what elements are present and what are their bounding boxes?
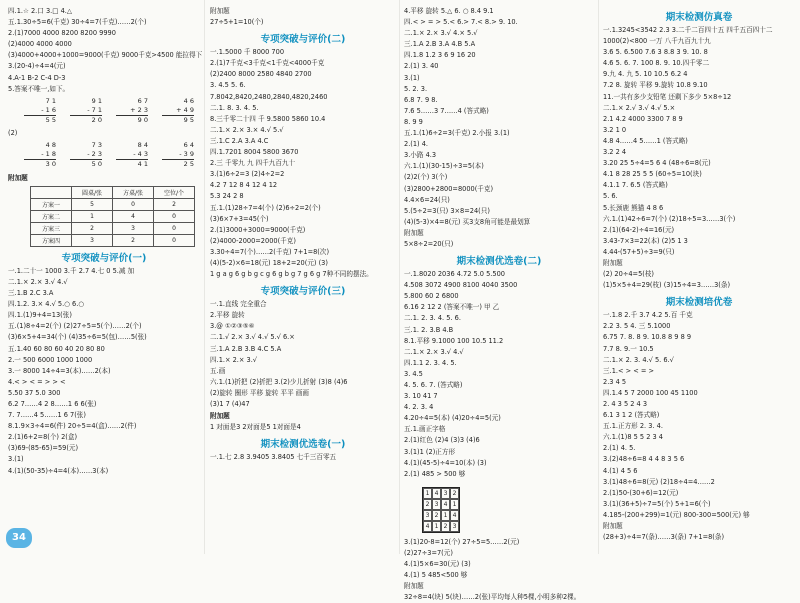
table-cell: 方案三 <box>31 222 72 234</box>
table-row <box>31 210 195 222</box>
answer-line: 6.75 7. 8. 8 9. 10.8 8 9 8 9 <box>603 333 692 342</box>
calc-row: + 4 9 <box>176 105 194 114</box>
answer-line: 4.6 5. 6. 7. 100 8. 9. 10.四千零二 <box>603 59 710 68</box>
answer-line: 27÷5+1=10(个) <box>210 18 264 27</box>
answer-line: 3.6 5. 6.500 7.6 3 8.8 3 9. 10. 8 <box>603 48 708 57</box>
answer-line: 4.(1) 5 485<500 够 <box>404 571 468 580</box>
answer-line: 三.1.C 2.A 3.A 4.C <box>210 136 269 145</box>
answer-line: (4)(5-3)×4=8(元) 买3支8角可能是最划算 <box>404 217 531 226</box>
section-title: 期末检测培优卷 <box>665 297 733 309</box>
calc-row: 9 0 <box>116 115 148 125</box>
answer-line: 4.44-(57+5)÷3=9(只) <box>603 247 675 256</box>
answer-line: 附加题 <box>603 258 623 267</box>
answer-line: 附加题 <box>404 228 424 237</box>
column-divider <box>399 0 400 554</box>
answer-line: 3.小路 4.3 <box>404 151 437 160</box>
answer-line: 一.1.3245<3542 2.3 3.二千二百四十五 四千五百四十二 <box>603 26 773 34</box>
answer-line: 四.1.4 5 7 2000 100 45 1100 <box>603 388 698 397</box>
answer-line: (2) 20÷4=5(枝) <box>603 270 655 279</box>
answer-line: 3. 4.5 5. 6. <box>210 81 246 90</box>
answer-line: (2)2(个) 3(个) <box>404 173 448 182</box>
answer-line: 2.(1) 4. <box>404 140 429 149</box>
answer-line: 2.(1)红色 (2)4 (3)3 (4)6 <box>404 436 480 445</box>
table-cell: 0 <box>113 198 154 210</box>
answer-line: (3)2800+2800=8000(千克) <box>404 184 494 193</box>
answer-line: 一.1.5000 千 8000 700 <box>210 48 285 57</box>
answer-line: 4. 2. 3. 4 <box>404 403 434 412</box>
answer-line: 2.三 千零九 九 四千九百九十 <box>210 159 296 168</box>
page-number-badge: 34 <box>6 528 32 548</box>
table-cell: 4 <box>113 210 154 222</box>
vertical-calculation-group <box>24 97 200 125</box>
table-row <box>31 222 195 234</box>
answer-line: 二.1.× 2.× 3.√ 4.√ <box>8 277 68 286</box>
answer-line: 5.800 60 2 6800 <box>404 292 459 301</box>
answer-line: (2)4000-2000=2000(千克) <box>210 236 296 245</box>
answer-line: 2.3 4 5 <box>603 377 627 386</box>
answer-line: 1 g a g 6 g b g c g 6 g b g 7 g 6 g 7种不同的摆法。 <box>210 270 373 279</box>
grid-cell: 4 <box>450 510 459 521</box>
grid-cell: 2 <box>423 499 432 510</box>
answer-column-4 <box>603 6 795 548</box>
answer-line: 3.(1)20-8=12(个) 27÷5=5……2(元) <box>404 537 520 546</box>
answer-line: 六.1.(1)折把 (2)折把 3.(2)少儿折射 (3)8 (4)6 <box>210 377 348 386</box>
answer-line: 一.1.七 2.8 3.9405 3.8405 七千三百零五 <box>210 453 337 462</box>
table-cell: 方案四 <box>31 234 72 246</box>
answer-line: 5.答案不唯一,如下。 <box>8 84 70 93</box>
answer-line: (3)1 7 (4)47 <box>210 400 250 408</box>
vertical-calculation-group <box>24 141 200 169</box>
calc-row: 5 0 <box>70 159 102 169</box>
table-cell: 1 <box>72 210 113 222</box>
calc-row: - 2 3 <box>87 149 102 158</box>
calc-row: 5 5 <box>24 115 56 125</box>
answer-line: 8.三千零二十四 千 9.5800 5860 10.4 <box>210 114 326 123</box>
table-cell: 0 <box>154 210 195 222</box>
calc-row: 9 5 <box>162 115 194 125</box>
answer-line: 3.(20-4)÷4=4(元) <box>8 62 66 71</box>
grid-cell: 4 <box>441 499 450 510</box>
grid-cell: 4 <box>432 488 441 499</box>
answer-line: 二.1. 8. 3. 4. 5. <box>210 103 259 112</box>
answer-line: 6.1 3 1 2 (答式略) <box>603 411 660 420</box>
vertical-calculation <box>162 141 194 169</box>
calc-row: + 2 3 <box>130 105 148 114</box>
answer-line: (3)6×7+3=45(个) <box>210 214 269 223</box>
answer-line: 4.1 8 28 25 5 5 (60÷5=10(块) <box>603 170 702 179</box>
grid-cell: 3 <box>423 510 432 521</box>
answer-line: 一.1.直线 完全重合 <box>210 300 267 309</box>
calc-row: - 1 8 <box>41 149 56 158</box>
answer-line: 4. 5. 6. 7. (答式略) <box>404 381 463 389</box>
answer-line: 2.(1)7千克<3千克<1千克<4000千克 <box>210 59 325 68</box>
answer-line: 4.(1)(45-5)÷4=10(本) (3) <box>404 458 487 467</box>
section-title: 专项突破与评价(一) <box>61 252 147 264</box>
answer-line: (2)旋转 圈形 平移 旋转 平平 画画 <box>210 388 309 397</box>
answer-line: 二.1.× 2.× 3.× 4.√ 5.√ <box>210 125 284 134</box>
answer-line: 五.1.30÷5=6(千克) 30÷4=7(千克)……2(个) <box>8 18 147 27</box>
table-cell: 方案一 <box>31 198 72 210</box>
answer-line: 1 对面是3 2对面是5 1对面是4 <box>210 423 301 432</box>
answer-line: 三.1. 2. 3.B 4.B <box>404 325 454 334</box>
answer-line: 二.1. 2. 3. 4. 5. 6. <box>404 314 461 323</box>
answer-line: 2.(1) 485 > 500 够 <box>404 469 466 478</box>
answer-line: 3.2 1 0 <box>603 125 627 134</box>
answer-line: 7. 7……4 5……1 6 7(张) <box>8 411 86 420</box>
table-header-cell: 圆桌/张 <box>72 186 113 198</box>
answer-line: 一.1.二十一 1000 3.千 2.7 4.七 0 5.减 加 <box>8 266 135 275</box>
answer-line: 5.(5÷2=3(只) 3×8=24(只) <box>404 206 490 215</box>
column-divider <box>598 0 599 554</box>
answer-line: 4.1.1 7. 6.5 (答式略) <box>603 181 668 190</box>
answer-line: 二.1.× 2.× 3.√ 4.√ <box>404 347 464 356</box>
answer-line: 8.1.平移 9.1000 100 10.5 11.2 <box>404 336 504 345</box>
answer-line: 4.508 3072 4900 8100 4040 3500 <box>404 281 518 290</box>
answer-line: 3.(1) <box>404 73 420 82</box>
answer-line: 5.3 24 2 8 <box>210 192 244 201</box>
answer-line: 4.< > < = > > < <box>8 377 66 386</box>
table-cell: 2 <box>72 222 113 234</box>
answer-line: 五.(1)8÷4=2(个) (2)27÷5=5(个)……2(个) <box>8 322 142 331</box>
answer-line: 4.(1) 4 5 6 <box>603 466 638 475</box>
answer-line: (3)69-(85-65)=59(元) <box>8 444 79 453</box>
answer-line: 四.1.☆ 2.口 3.□ 4.△ <box>8 7 72 15</box>
answer-line: 五.1.(1)28÷7=4(个) (2)6÷2=2(个) <box>210 203 321 212</box>
calc-row: 2 5 <box>162 159 194 169</box>
bonus-heading: 附加题 <box>210 412 230 421</box>
grid-cell: 1 <box>441 510 450 521</box>
answer-line: 2.(1) 3. 40 <box>404 62 439 71</box>
answer-line: (4)(5-2)×6=18(元) 18+2=20(元) (3) <box>210 258 328 267</box>
answer-line: 5. 2. 3. <box>404 84 428 93</box>
answer-line: 2. 4 3 5 2 4 3 <box>603 400 648 408</box>
answer-line: 32÷8=4(块) 5(块)……2(张)平均每人种5棵,小明多种2棵。 <box>404 593 581 602</box>
answer-line: 7.2 8. 旋转 平移 9.旋转 10.8 9.10 <box>603 81 708 90</box>
answer-column-2 <box>210 6 396 548</box>
answer-line: 3.30÷4=7(个)……2(千克) 7+1=8(次) <box>210 247 330 256</box>
answer-line: 5.50 37 5.0 300 <box>8 388 61 397</box>
grid-cell: 2 <box>432 510 441 521</box>
answer-line: 5. 6. <box>603 192 618 201</box>
grid-cell: 2 <box>450 488 459 499</box>
answer-line: 8.1.9×3÷4=6(件) 20÷5=4(盒)……2(件) <box>8 422 137 431</box>
grid-cell: 3 <box>441 488 450 499</box>
answer-line: 三.1.A 2.B 3.B 4.C 5.A <box>210 344 282 353</box>
answer-line: 4.A-1 B-2 C-4 D-3 <box>8 73 66 82</box>
answer-line: 五.1.40 60 80 60 40 20 80 80 <box>8 344 105 353</box>
answer-line: 2.平移 旋转 <box>210 311 245 320</box>
answer-line: 5.长颈鹿 熊猫 4 8 6 <box>603 203 664 212</box>
answer-line: 3.20 25 5÷4=5 6 4 (48÷6=8(元) <box>603 159 711 168</box>
answer-line: 2.一 500 6000 1000 1000 <box>8 355 93 364</box>
calc-row: 4 8 <box>45 140 56 149</box>
answer-line: 1000(2)<800 一万 八千九百九十九 <box>603 37 711 46</box>
table-header-cell <box>31 186 72 198</box>
answer-line: (3)6×5+4=34(个) (4)35÷6=5(包)……5(张) <box>8 333 147 342</box>
calc-row: 4 6 <box>183 96 194 105</box>
vertical-calculation <box>24 141 56 169</box>
answer-line: 2.(1)7000 4000 8200 8200 9990 <box>8 29 116 38</box>
answer-line: 8. 9 9 <box>404 117 423 126</box>
table-row <box>31 234 195 246</box>
answer-line: (2)4000 4000 4000 <box>8 40 72 49</box>
answer-line: 六.1.(1)(30-15)÷3=5(本) <box>404 162 484 171</box>
answer-line: 7.7 8. 9.一 10.5 <box>603 344 654 353</box>
calc-row: 9 1 <box>91 96 102 105</box>
calc-row: - 3 9 <box>179 149 194 158</box>
table-row <box>31 198 195 210</box>
table-header-cell: 空位/个 <box>154 186 195 198</box>
answer-line: 3.(1)1 (2)正方形 <box>404 447 456 456</box>
answer-line: 3.43-7×3=22(本) (2)5 1 3 <box>603 236 688 245</box>
grid-cell: 3 <box>450 521 459 532</box>
answer-line: 5×8÷2=20(只) <box>404 239 454 248</box>
answer-line: 11.一共有多少支铅笔 还剩下多少 5×8÷12 <box>603 92 732 101</box>
answer-line: 五.1.正方形 2. 3. 4. <box>603 422 663 431</box>
answer-line: 三.1.A 2.B 3.A 4.B 5.A <box>404 40 476 49</box>
answer-line: 3.一 8000 14÷4=3(本)……2(本) <box>8 366 111 375</box>
answer-line: 二.1.× 2.× 3.√ 4.× 5.√ <box>404 29 478 38</box>
answer-line: 2.2 3. 5 4. 三 5.1000 <box>603 322 671 331</box>
answer-line: 三.1.B 2.C 3.A <box>8 289 54 298</box>
answer-line: 四.1.(1)9+4=13(张) <box>8 311 72 320</box>
answer-line: 3.(1)(36+5)÷7=5(个) 5+1=6(个) <box>603 499 711 508</box>
answer-line: 附加题 <box>210 7 230 15</box>
vertical-calculation <box>116 97 148 125</box>
answer-line: (1)5×5+4=29(枝) (3)15÷4=3……3(条) <box>603 281 731 290</box>
answer-line: 三.1.< > < = > <box>603 366 654 375</box>
table-cell: 5 <box>72 198 113 210</box>
grid-cell: 1 <box>432 521 441 532</box>
calc-row: 7 3 <box>91 140 102 149</box>
calc-row: 4 1 <box>116 159 148 169</box>
vertical-calculation <box>162 97 194 125</box>
answer-line: 四.1.2. 3.× 4.√ 5.○ 6.○ <box>8 300 85 309</box>
answer-line: 二.1.× 2.√ 3.√ 4.√ 5.× <box>603 103 676 112</box>
answer-line: 二.1.√ 2.× 3.√ 4.√ 5.√ 6.× <box>210 333 295 342</box>
answer-line: 3.@ ①②③⑤⑥ <box>210 322 255 331</box>
answer-line: 3.(1)6÷2=3 (2)4÷2=2 <box>210 170 285 179</box>
answer-line: 4.平移 旋转 5.△ 6. ○ 8.4 9.1 <box>404 7 494 15</box>
answer-line: 3. 10 41 7 <box>404 392 438 401</box>
vertical-calculation <box>70 97 102 125</box>
answer-line: (2)27÷3=7(元) <box>404 548 453 557</box>
answer-line: 4.(1)(50-35)÷4=4(本)……3(本) <box>8 466 109 475</box>
answer-line: 五.画 <box>210 366 226 375</box>
calc-row: 2 0 <box>70 115 102 125</box>
answer-line: 四.1.× 2.× 3.√ <box>210 355 258 364</box>
answer-line: 4.2 7 12 8 4 12 4 12 <box>210 181 278 190</box>
answer-line: 3.(1)48÷6=8(元) (2)18÷4=4……2 <box>603 477 715 486</box>
answer-line: 7.6 5……3 7……4 (答式略) <box>404 106 489 115</box>
grid-cell: 2 <box>441 521 450 532</box>
table-cell: 2 <box>154 198 195 210</box>
table-header-cell: 方桌/张 <box>113 186 154 198</box>
answer-column-3 <box>404 6 594 602</box>
answer-line: 6.2 7……4 2 8……1 6 6(张) <box>8 399 97 408</box>
answer-line: 6.16 2 12 2 (答案不唯一) 甲 乙 <box>404 303 500 312</box>
column-divider <box>204 0 205 554</box>
calc-row: 8 4 <box>137 140 148 149</box>
section-title: 期末检测优选卷(一) <box>260 439 346 451</box>
answer-line: 2.(1)6+2=8(个) 2(盒) <box>8 433 78 442</box>
answer-line: 2.(1)3000+3000=9000(千克) <box>210 225 306 234</box>
calc-row: 7 1 <box>45 96 56 105</box>
answer-line: 一.1.8 2.千 3.7 4.2 5.百 千克 <box>603 311 693 320</box>
calc-row: - 4 3 <box>133 149 148 158</box>
answer-line: 3. 4.5 <box>404 369 423 378</box>
answer-line: 二.1.× 2. 3. 4.√ 5. 6.√ <box>603 355 674 364</box>
answer-line: (2)2400 8000 2580 4840 2700 <box>210 70 312 79</box>
section-title: 期末检测优选卷(二) <box>456 256 542 268</box>
answer-line: 一.1.8020 2036 4.72 5.0 5.500 <box>404 270 505 279</box>
calc-row: - 7 1 <box>87 105 102 114</box>
answer-line: 4.20÷4=5(本) (4)20÷4=5(元) <box>404 414 501 423</box>
grid-cell: 1 <box>450 499 459 510</box>
answer-line: (28+3)÷4=7(条)……3(条) 7+1=8(条) <box>603 533 725 542</box>
calc-row: - 1 6 <box>41 105 56 114</box>
answer-line: 2.(1)(64-2)÷4=16(元) <box>603 225 675 234</box>
vertical-calculation <box>116 141 148 169</box>
table-cell: 3 <box>72 234 113 246</box>
table-cell: 2 <box>113 234 154 246</box>
vertical-calculation <box>24 97 56 125</box>
answer-line: 2.(1)50-(30+6)=12(元) <box>603 488 679 497</box>
answer-line: 9.九 4. 九 5. 10 10.5 6.2 4 <box>603 70 688 79</box>
answer-line: 六.1.(1)42÷6=7(个) (2)18÷5=3……3(个) <box>603 214 736 223</box>
bonus-heading: 附加题 <box>8 173 28 182</box>
answer-line: 四.1.1 2. 3. 4. 5. <box>404 358 457 367</box>
calc-row: 6 7 <box>137 96 148 105</box>
answer-line: 六.1.(1)8 5 5 2 3 4 <box>603 433 663 442</box>
section-title: 期末检测仿真卷 <box>665 12 733 23</box>
answer-line: 4.8 4……4 5……1 (答式略) <box>603 136 688 145</box>
number-grid <box>422 487 460 533</box>
answer-line: 4.(1)5×6=30(元) (3) <box>404 560 471 569</box>
table-cell: 3 <box>113 222 154 234</box>
seating-plan-table <box>30 186 195 247</box>
table-cell: 方案二 <box>31 210 72 222</box>
section-title: 专项突破与评价(二) <box>260 34 346 46</box>
grid-cell: 4 <box>423 521 432 532</box>
answer-line: 4.185-(200+299)=1(元) 800-300=500(元) 够 <box>603 510 750 519</box>
answer-line: 附加题 <box>404 582 424 591</box>
answer-line: 四.1.8 1.2 3 6 9 16 20 <box>404 51 476 60</box>
answer-line: 4.4×6=24(只) <box>404 195 450 204</box>
vcalc-label: (2) <box>8 128 18 137</box>
grid-cell: 3 <box>432 499 441 510</box>
answer-line: 四.< > = > 5.< 6.> 7.< 8.> 9. 10. <box>404 18 518 27</box>
answer-line: 3.(1) <box>8 455 24 464</box>
answer-line: 3.2 2 4 <box>603 148 627 157</box>
answer-line: (3)4000+4000+1000=9000(千克) 9000千克>4500 能拉得下 <box>8 51 203 60</box>
answer-column-1 <box>8 6 203 548</box>
answer-line: 7.8042,8420,2480,2840,4820,2460 <box>210 92 328 101</box>
vertical-calculation <box>70 141 102 169</box>
answer-line: 2.(1) 4. 5. <box>603 444 636 453</box>
grid-cell: 1 <box>423 488 432 499</box>
section-title: 专项突破与评价(三) <box>260 286 346 298</box>
table-cell: 0 <box>154 222 195 234</box>
calc-row: 3 0 <box>24 159 56 169</box>
answer-line: 五.1.(1)6÷2=3(千克) 2.小报 3.(1) <box>404 129 510 138</box>
answer-line: 6.8 7. 9 8. <box>404 95 438 104</box>
answer-line: 2.1 4.2 4000 3300 7 8 9 <box>603 114 683 123</box>
answer-line: 五.1.画正字格 <box>404 425 446 434</box>
answer-line: 附加题 <box>603 522 623 531</box>
calc-row: 6 4 <box>183 140 194 149</box>
answer-line: 四.1.7201 8004 5800 3670 <box>210 148 299 157</box>
table-cell: 0 <box>154 234 195 246</box>
answer-line: 3.(2)48÷6=8 4 4 8 3 5 6 <box>603 455 685 464</box>
